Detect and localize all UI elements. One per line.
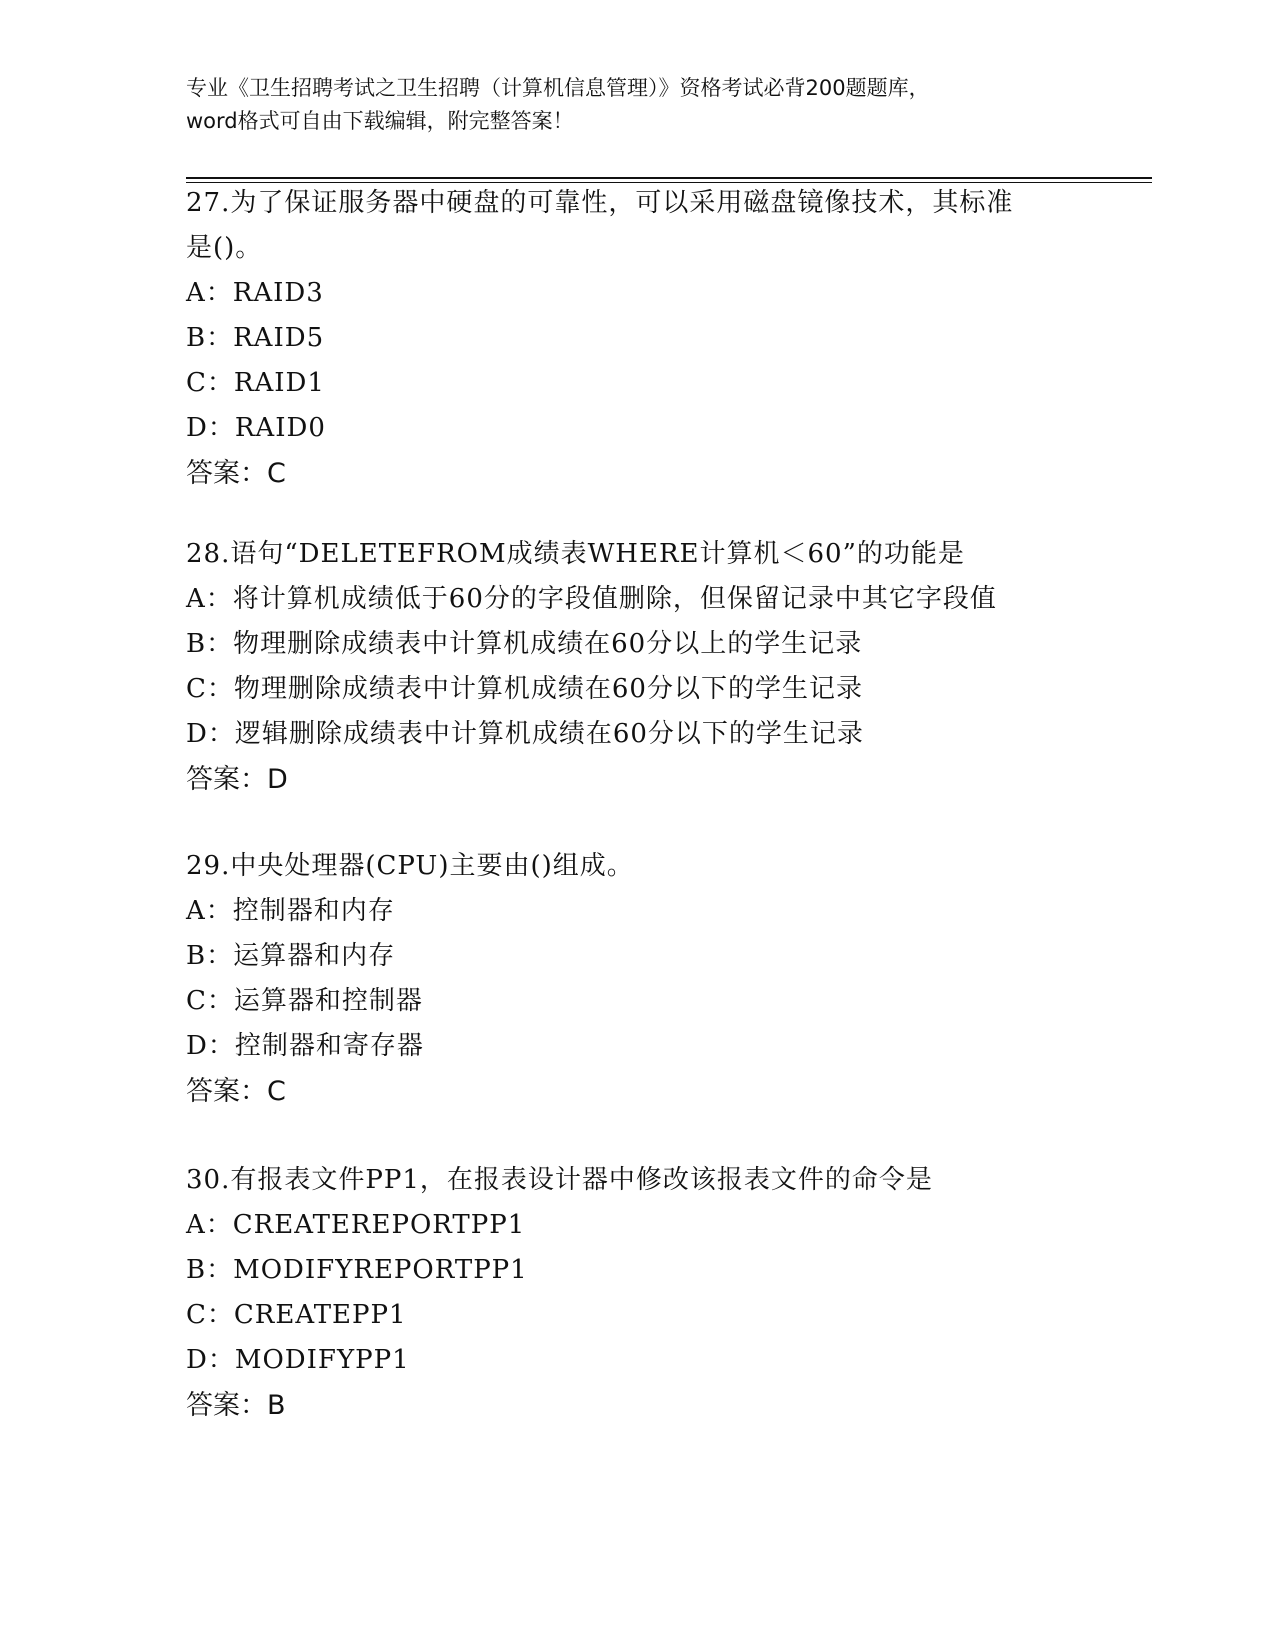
header-line-1: 专业《卫生招聘考试之卫生招聘（计算机信息管理）》资格考试必背200题题库，	[186, 76, 930, 100]
option-d: D：RAID0	[186, 413, 326, 443]
answer: 答案：B	[186, 1390, 286, 1421]
option-a: A：控制器和内存	[186, 896, 395, 926]
option-c: C：CREATEPP1	[186, 1300, 407, 1330]
option-a: A：CREATEREPORTPP1	[186, 1210, 526, 1240]
question-29	[186, 844, 1086, 1114]
option-b: B：RAID5	[186, 323, 325, 353]
option-a: A：将计算机成绩低于60分的字段值删除，但保留记录中其它字段值	[186, 584, 997, 614]
option-c: C：RAID1	[186, 368, 325, 398]
option-c: C：运算器和控制器	[186, 986, 423, 1016]
question-text: 30.有报表文件PP1，在报表设计器中修改该报表文件的命令是	[186, 1165, 933, 1195]
header-line-2: word格式可自由下载编辑，附完整答案！	[186, 109, 574, 133]
header-divider-thick	[186, 177, 1152, 179]
option-d: D：MODIFYPP1	[186, 1345, 410, 1375]
option-d: D：控制器和寄存器	[186, 1031, 424, 1061]
document-header	[186, 72, 1086, 138]
answer: 答案：C	[186, 1076, 286, 1107]
question-28	[186, 532, 1086, 802]
option-c: C：物理删除成绩表中计算机成绩在60分以下的学生记录	[186, 674, 863, 704]
option-b: B：MODIFYREPORTPP1	[186, 1255, 528, 1285]
answer: 答案：C	[186, 458, 286, 489]
answer: 答案：D	[186, 764, 288, 795]
option-a: A：RAID3	[186, 278, 324, 308]
question-text-continued: 是()。	[186, 233, 263, 263]
question-text: 28.语句“DELETEFROM成绩表WHERE计算机＜60”的功能是	[186, 539, 965, 569]
question-text: 27.为了保证服务器中硬盘的可靠性，可以采用磁盘镜像技术，其标准	[186, 188, 1014, 218]
option-b: B：运算器和内存	[186, 941, 396, 971]
option-d: D：逻辑删除成绩表中计算机成绩在60分以下的学生记录	[186, 719, 864, 749]
option-b: B：物理删除成绩表中计算机成绩在60分以上的学生记录	[186, 629, 863, 659]
question-27	[186, 181, 1086, 496]
question-30	[186, 1158, 1086, 1428]
question-text: 29.中央处理器(CPU)主要由()组成。	[186, 851, 634, 881]
